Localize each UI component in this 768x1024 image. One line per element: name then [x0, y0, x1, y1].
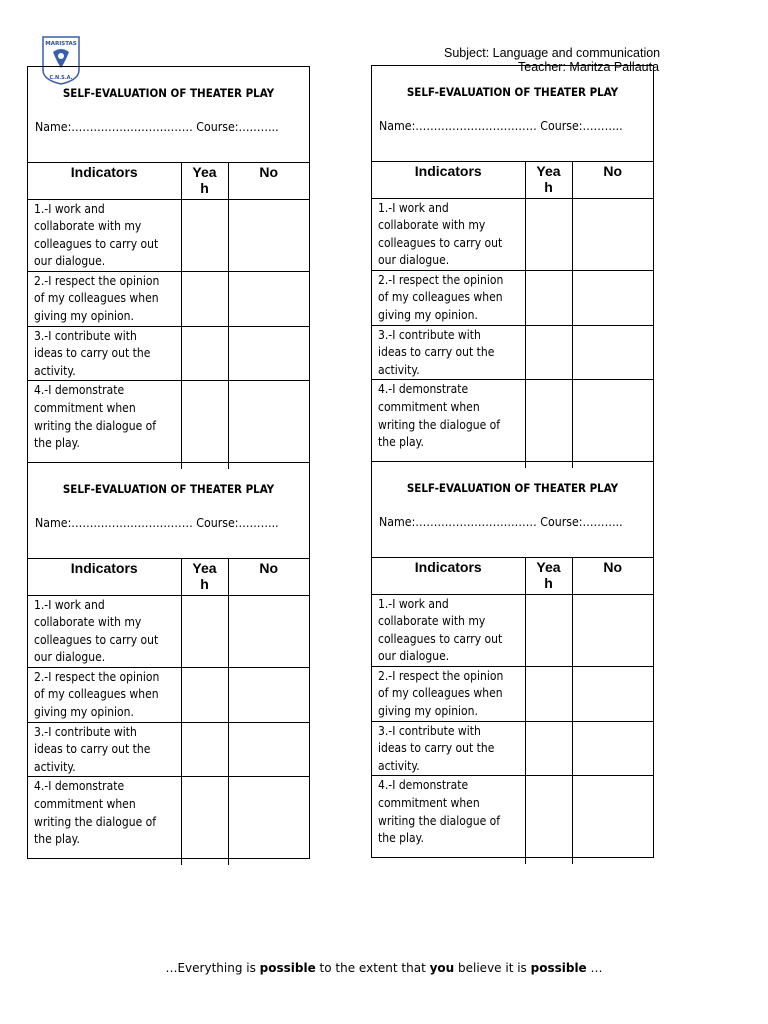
evaluation-card-top-left — [27, 66, 310, 463]
yeah-checkbox-cell[interactable] — [525, 721, 572, 776]
no-checkbox-cell[interactable] — [228, 595, 309, 667]
indicators-table — [28, 163, 309, 469]
table-header-row — [28, 559, 309, 595]
name-course-line: Name:…………………………… Course:……….. — [35, 516, 279, 530]
no-checkbox-cell[interactable] — [572, 721, 653, 776]
indicator-text: 1.-I work and collaborate with my colleagues to carry out our dialogue. — [28, 199, 181, 271]
no-checkbox-cell[interactable] — [228, 777, 309, 865]
indicator-text: 2.-I respect the opinion of my colleagues when giving my opinion. — [28, 271, 181, 326]
no-checkbox-cell[interactable] — [572, 380, 653, 468]
indicator-row — [28, 595, 309, 667]
yeah-checkbox-cell[interactable] — [181, 381, 228, 469]
indicator-row — [28, 722, 309, 777]
indicator-row — [28, 381, 309, 469]
name-course-line: Name:…………………………… Course:……….. — [379, 119, 623, 133]
indicators-table — [372, 162, 653, 468]
yeah-header: Yea h — [181, 559, 228, 595]
no-checkbox-cell[interactable] — [228, 381, 309, 469]
indicators-header: Indicators — [372, 162, 525, 198]
indicator-row — [28, 326, 309, 381]
no-checkbox-cell[interactable] — [572, 270, 653, 325]
card-header — [372, 66, 653, 162]
indicator-text: 2.-I respect the opinion of my colleagues when giving my opinion. — [372, 666, 525, 721]
yeah-checkbox-cell[interactable] — [181, 595, 228, 667]
no-header: No — [228, 163, 309, 199]
card-title: SELF-EVALUATION OF THEATER PLAY — [62, 86, 275, 100]
yeah-checkbox-cell[interactable] — [525, 594, 572, 666]
indicator-row — [372, 594, 653, 666]
indicator-text: 3.-I contribute with ideas to carry out the activity. — [28, 722, 181, 777]
yeah-checkbox-cell[interactable] — [525, 325, 572, 380]
no-header: No — [228, 559, 309, 595]
indicator-row — [28, 777, 309, 865]
yeah-header: Yea h — [525, 558, 572, 594]
evaluation-card-top-right — [371, 65, 654, 462]
indicator-text: 3.-I contribute with ideas to carry out the activity. — [372, 325, 525, 380]
no-header: No — [572, 558, 653, 594]
indicators-table — [372, 558, 653, 864]
no-checkbox-cell[interactable] — [572, 325, 653, 380]
evaluation-card-bottom-right — [371, 461, 654, 858]
card-header — [372, 462, 653, 558]
indicator-text: 2.-I respect the opinion of my colleagues when giving my opinion. — [28, 667, 181, 722]
yeah-checkbox-cell[interactable] — [525, 666, 572, 721]
yeah-checkbox-cell[interactable] — [525, 776, 572, 864]
indicator-row — [372, 666, 653, 721]
card-title: SELF-EVALUATION OF THEATER PLAY — [62, 482, 275, 496]
yeah-checkbox-cell[interactable] — [181, 722, 228, 777]
card-header — [28, 67, 309, 163]
logo-top-text: MARISTAS — [45, 41, 77, 47]
indicator-text: 1.-I work and collaborate with my colleagues to carry out our dialogue. — [372, 198, 525, 270]
no-checkbox-cell[interactable] — [572, 776, 653, 864]
no-checkbox-cell[interactable] — [228, 271, 309, 326]
no-checkbox-cell[interactable] — [228, 667, 309, 722]
indicator-text: 4.-I demonstrate commitment when writing the dialogue of the play. — [28, 777, 181, 865]
table-header-row — [372, 558, 653, 594]
logo-bottom-text: C.N.S.A. — [49, 75, 73, 81]
name-course-line: Name:…………………………… Course:……….. — [379, 515, 623, 529]
yeah-checkbox-cell[interactable] — [181, 326, 228, 381]
indicator-row — [372, 325, 653, 380]
no-checkbox-cell[interactable] — [572, 198, 653, 270]
indicator-row — [28, 271, 309, 326]
indicator-text: 4.-I demonstrate commitment when writing the dialogue of the play. — [372, 776, 525, 864]
no-checkbox-cell[interactable] — [572, 594, 653, 666]
no-checkbox-cell[interactable] — [228, 199, 309, 271]
teacher-line: Teacher: Maritza Pallauta — [518, 60, 660, 74]
card-title: SELF-EVALUATION OF THEATER PLAY — [406, 481, 619, 495]
yeah-checkbox-cell[interactable] — [181, 271, 228, 326]
yeah-checkbox-cell[interactable] — [525, 198, 572, 270]
indicator-text: 3.-I contribute with ideas to carry out the activity. — [28, 326, 181, 381]
indicator-text: 1.-I work and collaborate with my colleagues to carry out our dialogue. — [372, 594, 525, 666]
indicator-row — [28, 199, 309, 271]
indicator-row — [28, 667, 309, 722]
indicators-table — [28, 559, 309, 865]
indicator-row — [372, 380, 653, 468]
indicator-text: 2.-I respect the opinion of my colleagues when giving my opinion. — [372, 270, 525, 325]
no-checkbox-cell[interactable] — [228, 326, 309, 381]
card-title: SELF-EVALUATION OF THEATER PLAY — [406, 85, 619, 99]
indicator-row — [372, 776, 653, 864]
table-header-row — [372, 162, 653, 198]
evaluation-card-bottom-left — [27, 462, 310, 859]
indicator-text: 1.-I work and collaborate with my colleagues to carry out our dialogue. — [28, 595, 181, 667]
indicators-header: Indicators — [372, 558, 525, 594]
no-checkbox-cell[interactable] — [572, 666, 653, 721]
indicator-row — [372, 721, 653, 776]
motivational-footer: …Everything is possible to the extent that you believe it is possible … — [165, 961, 603, 975]
yeah-checkbox-cell[interactable] — [181, 777, 228, 865]
subject-line: Subject: Language and communication — [444, 46, 661, 60]
card-header — [28, 463, 309, 559]
indicator-text: 3.-I contribute with ideas to carry out the activity. — [372, 721, 525, 776]
no-checkbox-cell[interactable] — [228, 722, 309, 777]
indicators-header: Indicators — [28, 163, 181, 199]
yeah-checkbox-cell[interactable] — [181, 667, 228, 722]
no-header: No — [572, 162, 653, 198]
indicator-row — [372, 270, 653, 325]
yeah-header: Yea h — [181, 163, 228, 199]
yeah-checkbox-cell[interactable] — [181, 199, 228, 271]
table-header-row — [28, 163, 309, 199]
name-course-line: Name:…………………………… Course:……….. — [35, 120, 279, 134]
indicator-text: 4.-I demonstrate commitment when writing the dialogue of the play. — [372, 380, 525, 468]
yeah-checkbox-cell[interactable] — [525, 380, 572, 468]
indicator-text: 4.-I demonstrate commitment when writing the dialogue of the play. — [28, 381, 181, 469]
yeah-header: Yea h — [525, 162, 572, 198]
indicators-header: Indicators — [28, 559, 181, 595]
indicator-row — [372, 198, 653, 270]
yeah-checkbox-cell[interactable] — [525, 270, 572, 325]
